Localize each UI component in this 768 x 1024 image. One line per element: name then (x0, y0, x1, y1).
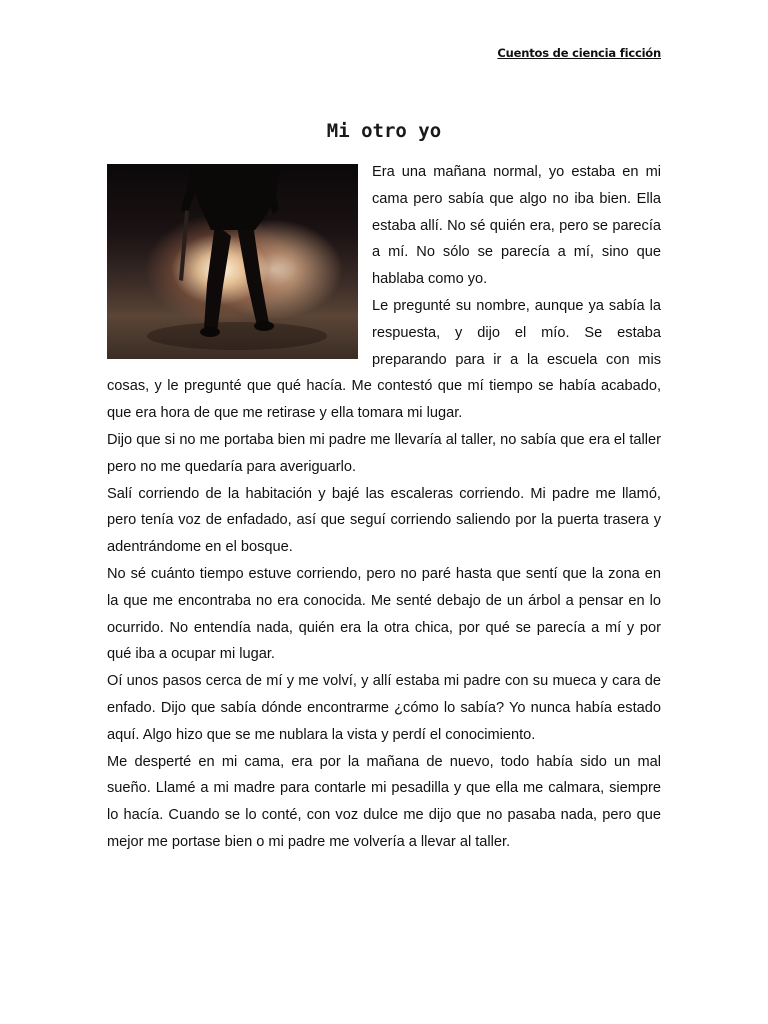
silhouette-figure-image (107, 164, 358, 359)
paragraph: No sé cuánto tiempo estuve corriendo, pero no paré hasta que sentí que la zona en la que me encontraba no era conocida. Me senté debajo de un árbol a pensar en lo ocurrido. No entendía nada, quién era la otra chica, por qué se parecía a mí y por qué iba a ocupar mi lugar. (107, 565, 661, 663)
story-title: Mi otro yo (326, 120, 442, 142)
paragraph: Oí unos pasos cerca de mí y me volví, y allí estaba mi padre con su mueca y cara de enfado. Dijo que sabía dónde encontrarme ¿cómo lo sabía? Yo nunca había estado aquí. Algo hizo que se me nublara la vista y perdí el conocimiento. (107, 673, 661, 743)
paragraph: Le pregunté su nombre, aunque ya sabía la respuesta, y dijo el mío. Se estaba preparando para ir a la escuela con mis cosas, y le pregunté que qué hacía. Me contestó que mí tiempo se había acabado, que era hora de que me retirase y ella tomara mi lugar. (107, 297, 661, 422)
paragraph: Dijo que si no me portaba bien mi padre me llevaría al taller, no sabía que era el taller pero no me quedaría para averiguarlo. (107, 431, 661, 475)
paragraph: Salí corriendo de la habitación y bajé las escaleras corriendo. Mi padre me llamó, pero tenía voz de enfadado, así que seguí corriendo saliendo por la puerta trasera y adentrándome en el bosque. (107, 485, 661, 556)
story-illustration (107, 164, 358, 359)
story-body (107, 159, 661, 856)
running-header: Cuentos de ciencia ficción (497, 46, 661, 60)
paragraph: Era una mañana normal, yo estaba en mi cama pero sabía que algo no iba bien. Ella estaba allí. No sé quién era, pero se parecía a mí. No sólo se parecía a mí, sino que hablaba como yo. (372, 164, 661, 288)
paragraph: Me desperté en mi cama, era por la mañana de nuevo, todo había sido un mal sueño. Llamé a mi madre para contarle mi pesadilla y que ella me calmara, siempre lo hacía. Cuando se lo conté, con voz dulce me dijo que no pasaba nada, pero que mejor me portase bien o mi padre me volvería a llevar al taller. (107, 753, 661, 850)
